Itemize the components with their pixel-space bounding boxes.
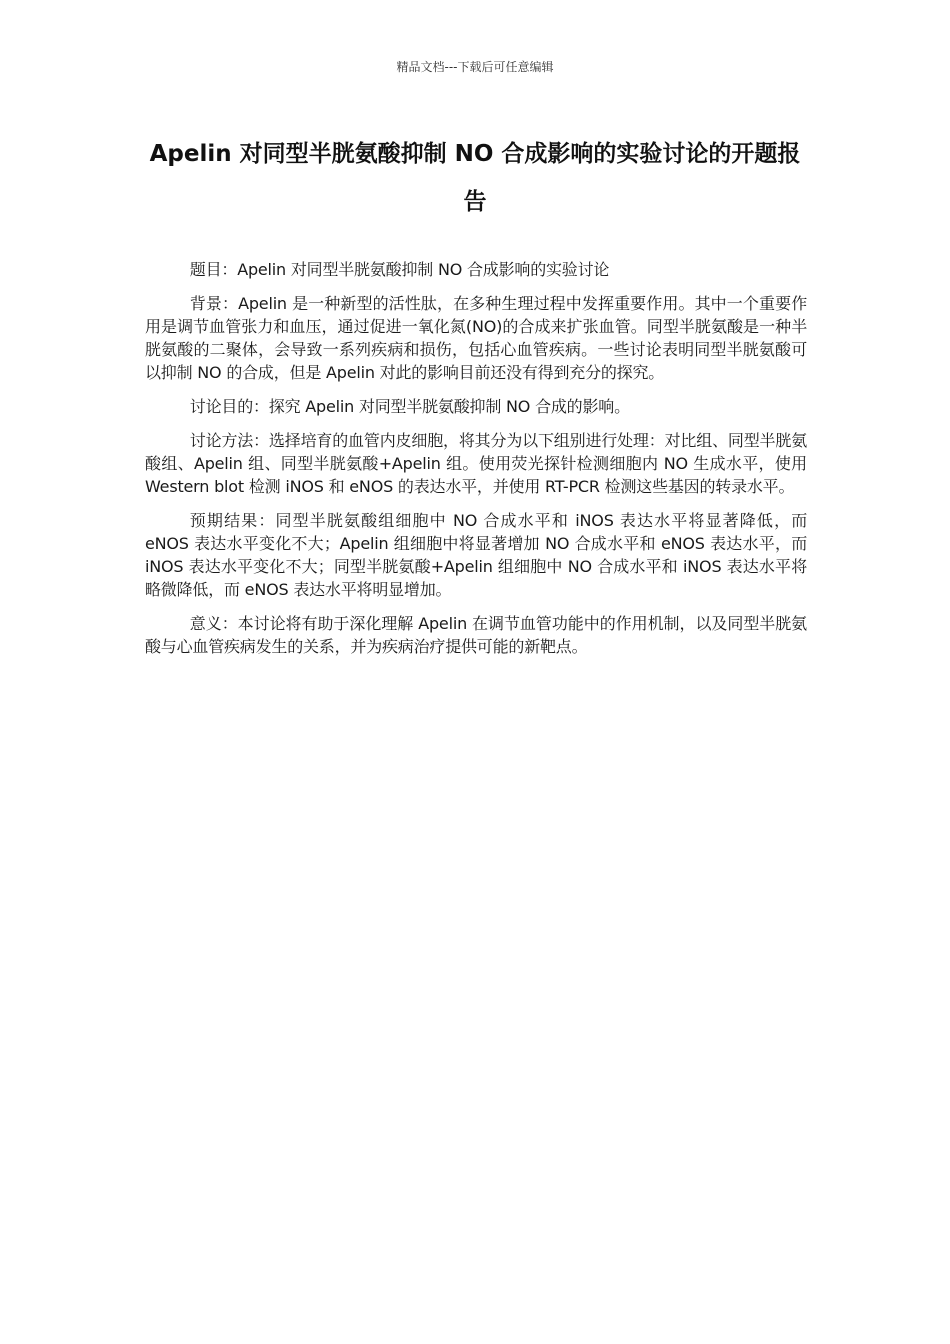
document-body <box>145 258 807 669</box>
paragraph-topic: 题目：Apelin 对同型半胱氨酸抑制 NO 合成影响的实验讨论 <box>189 260 610 279</box>
paragraph-methods: 讨论方法：选择培育的血管内皮细胞，将其分为以下组别进行处理：对比组、同型半胱氨酸组、Apelin 组、同型半胱氨酸+Apelin 组。使用荧光探针检测细胞内 NO 生成水平，使用 Western blot 检测 iNOS 和 eNOS 的表达水平，并使用 RT-PCR 检测这些基因的转录水平。 <box>145 431 807 496</box>
paragraph-significance: 意义：本讨论将有助于深化理解 Apelin 在调节血管功能中的作用机制，以及同型半胱氨酸与心血管疾病发生的关系，并为疾病治疗提供可能的新靶点。 <box>145 614 807 656</box>
paragraph-objective: 讨论目的：探究 Apelin 对同型半胱氨酸抑制 NO 合成的影响。 <box>189 397 630 416</box>
document-title: Apelin 对同型半胱氨酸抑制 NO 合成影响的实验讨论的开题报告 <box>149 141 801 215</box>
page-header-note: 精品文档---下载后可任意编辑 <box>396 60 554 74</box>
paragraph-background: 背景：Apelin 是一种新型的活性肽，在多种生理过程中发挥重要作用。其中一个重要作用是调节血管张力和血压，通过促进一氧化氮(NO)的合成来扩张血管。同型半胱氨酸是一种半胱氨酸的二聚体，会导致一系列疾病和损伤，包括心血管疾病。一些讨论表明同型半胱氨酸可以抑制 NO 的合成，但是 Apelin 对此的影响目前还没有得到充分的探究。 <box>145 294 807 382</box>
paragraph-expected-results: 预期结果：同型半胱氨酸组细胞中 NO 合成水平和 iNOS 表达水平将显著降低，而 eNOS 表达水平变化不大；Apelin 组细胞中将显著增加 NO 合成水平和 eNOS 表达水平，而 iNOS 表达水平变化不大；同型半胱氨酸+Apelin 组细胞中 NO 合成水平和 iNOS 表达水平将略微降低，而 eNOS 表达水平将明显增加。 <box>145 511 807 599</box>
